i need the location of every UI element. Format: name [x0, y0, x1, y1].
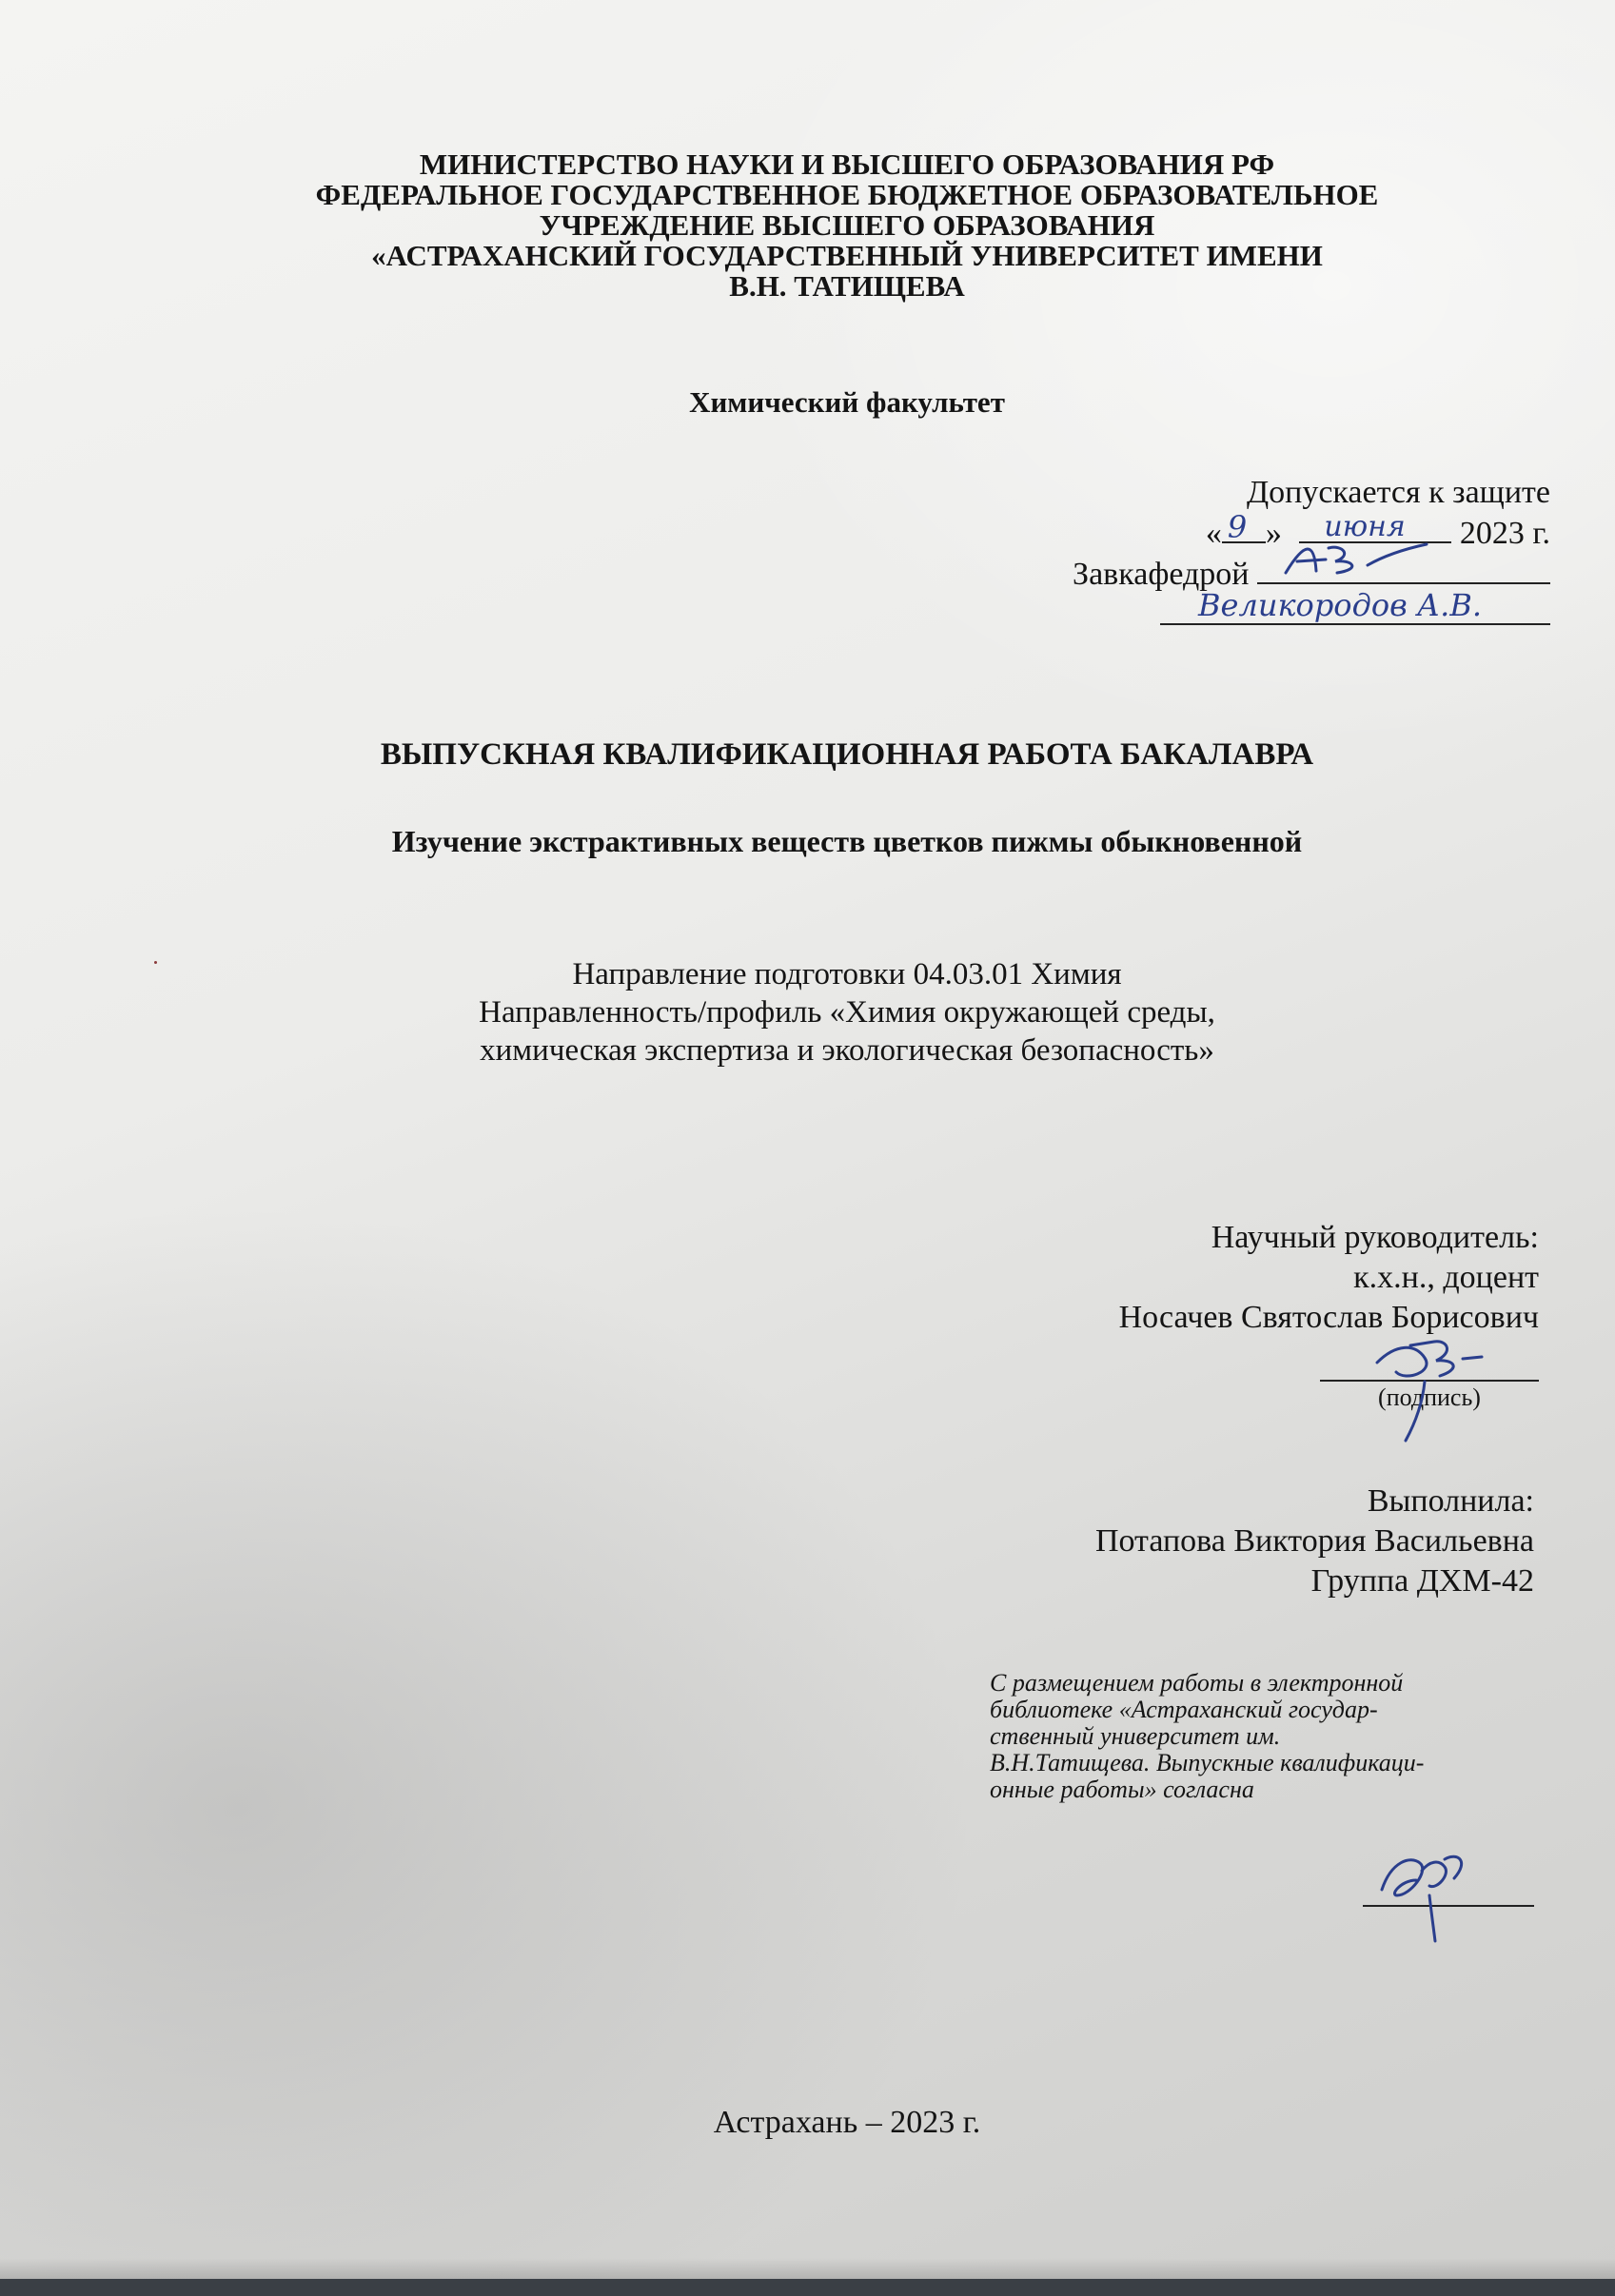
supervisor-name: Носачев Святослав Борисович [1118, 1300, 1539, 1335]
head-name-field [1160, 587, 1550, 625]
consent-line: ственный университет им. [990, 1722, 1281, 1750]
day-handwritten: 9 [1227, 509, 1248, 545]
head-name-line [960, 587, 1550, 636]
approval-label: Допускается к защите [1246, 475, 1550, 510]
head-signature-field [1257, 554, 1550, 584]
supervisor-label: Научный руководитель: [1211, 1220, 1539, 1255]
institution-header [228, 149, 1466, 302]
city-year: Астрахань – 2023 г. [713, 2105, 981, 2140]
head-signature [1276, 537, 1438, 582]
header-line: «АСТРАХАНСКИЙ ГОСУДАРСТВЕННЫЙ УНИВЕРСИТЕТ ИМЕНИ [371, 239, 1323, 272]
consent-signature [1363, 1842, 1496, 1947]
direction-line: Направление подготовки 04.03.01 Химия [572, 957, 1122, 991]
quote-close: » [1265, 516, 1282, 551]
approval-year: 2023 г. [1459, 516, 1550, 551]
approval-date [960, 509, 1550, 554]
supervisor-signature [1358, 1325, 1510, 1448]
work-type-title: ВЫПУСКНАЯ КВАЛИФИКАЦИОННАЯ РАБОТА БАКАЛАВРА [380, 737, 1314, 772]
supervisor-signature-line [1320, 1336, 1539, 1382]
month-handwritten: июня [1324, 510, 1406, 543]
approval-block [960, 473, 1550, 636]
supervisor-block [1119, 1218, 1539, 1338]
author-block [1095, 1482, 1534, 1601]
library-consent [990, 1670, 1523, 1803]
consent-signature-line [1363, 1855, 1534, 1907]
author-group: Группа ДХМ-42 [1310, 1563, 1534, 1599]
direction-line: химическая экспертиза и экологическая безопасность» [480, 1033, 1214, 1068]
day-field [1222, 509, 1266, 545]
direction-block [228, 955, 1466, 1070]
author-name: Потапова Виктория Васильевна [1094, 1523, 1534, 1559]
consent-line: библиотеке «Астраханский государ- [990, 1696, 1378, 1723]
author-label: Выполнила: [1367, 1483, 1534, 1519]
header-line: МИНИСТЕРСТВО НАУКИ И ВЫСШЕГО ОБРАЗОВАНИЯ РФ [419, 147, 1275, 181]
consent-line: С размещением работы в электронной [990, 1669, 1404, 1697]
faculty-name: Химический факультет [689, 385, 1005, 419]
quote-open: « [1205, 516, 1222, 551]
head-label: Завкафедрой [1073, 557, 1250, 592]
speck [154, 961, 157, 964]
direction-line: Направленность/профиль «Химия окружающей среды, [479, 995, 1215, 1030]
header-line: ФЕДЕРАЛЬНОЕ ГОСУДАРСТВЕННОЕ БЮДЖЕТНОЕ ОБРАЗОВАТЕЛЬНОЕ [315, 178, 1379, 211]
supervisor-signature-block [1320, 1336, 1539, 1412]
header-line: УЧРЕЖДЕНИЕ ВЫСШЕГО ОБРАЗОВАНИЯ [539, 208, 1155, 242]
page-edge-shadow [0, 2258, 1615, 2279]
header-line: В.Н. ТАТИЩЕВА [729, 269, 965, 303]
signature-caption: (подпись) [1378, 1383, 1481, 1411]
consent-line: В.Н.Татищева. Выпускные квалификаци- [990, 1749, 1425, 1776]
head-name-handwritten: Великородов А.В. [1198, 587, 1482, 623]
consent-line: онные работы» согласна [990, 1776, 1254, 1803]
supervisor-degree: к.х.н., доцент [1353, 1260, 1539, 1295]
work-topic: Изучение экстрактивных веществ цветков пижмы обыкновенной [391, 824, 1303, 858]
